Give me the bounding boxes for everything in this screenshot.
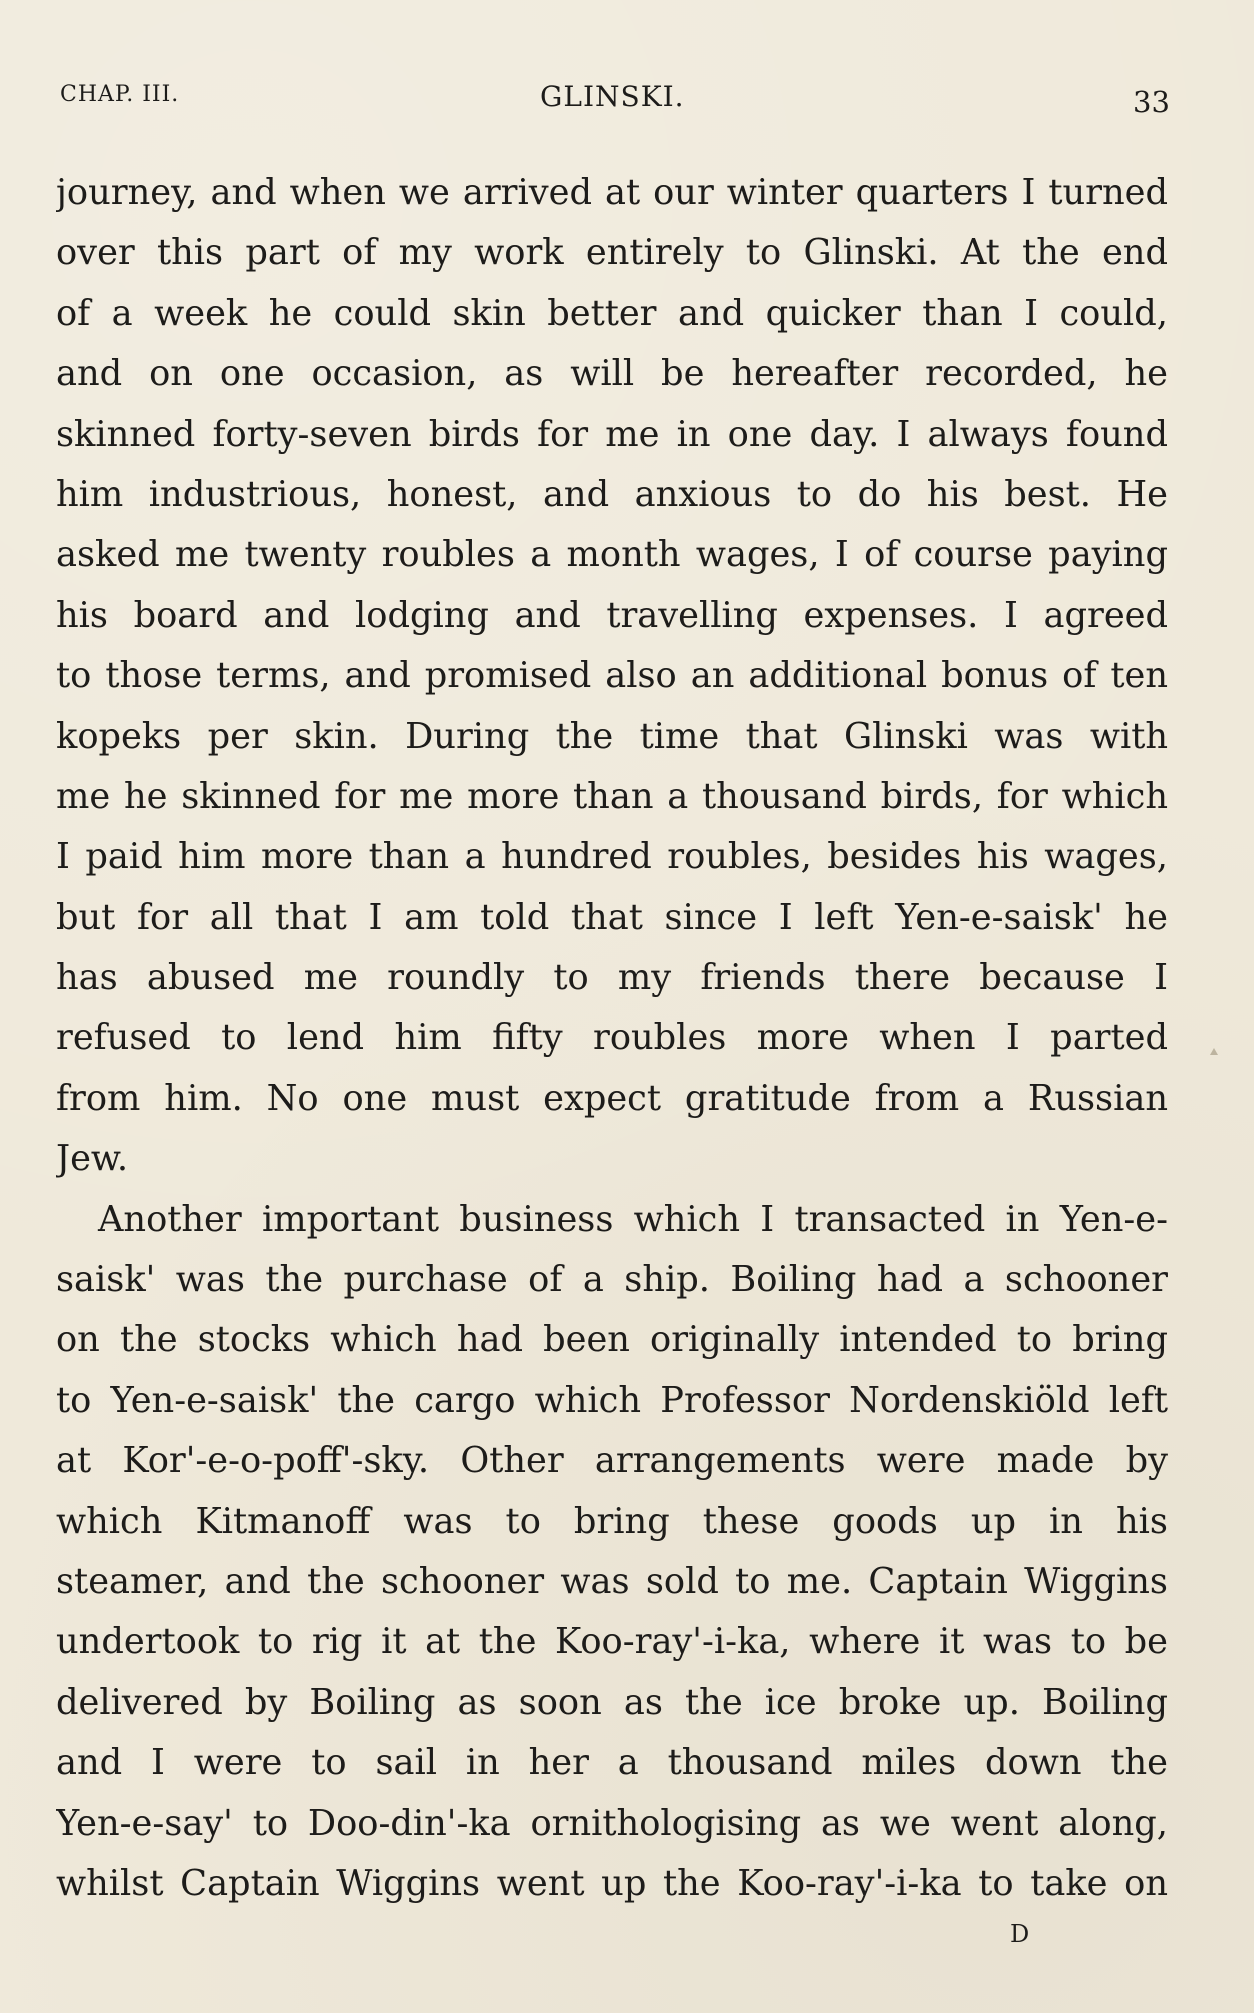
text-line: me he skinned for me more than a thousand birds, for which: [56, 775, 1168, 817]
text-line: but for all that I am told that since I left Yen-e-saisk' he: [56, 896, 1168, 938]
text-line: which Kitmanoff was to bring these goods up in his: [56, 1500, 1168, 1542]
text-line: kopeks per skin. During the time that Glinski was with: [56, 715, 1168, 757]
text-line: saisk' was the purchase of a ship. Boiling had a schooner: [56, 1259, 1168, 1301]
body-text: [56, 163, 1168, 1914]
paragraph-start-line: Another important business which I transacted in Yen-e-: [98, 1198, 1168, 1240]
text-line: to Yen-e-saisk' the cargo which Professor Nordenskiöld left: [56, 1379, 1168, 1421]
text-line: steamer, and the schooner was sold to me. Captain Wiggins: [56, 1560, 1168, 1602]
signature-mark: D: [1010, 1920, 1031, 1948]
text-line: has abused me roundly to my friends there because I: [56, 957, 1168, 999]
text-line: over this part of my work entirely to Glinski. At the end: [56, 232, 1168, 274]
text-line: journey, and when we arrived at our winter quarters I turned: [56, 172, 1168, 213]
running-title: GLINSKI.: [540, 80, 685, 113]
chapter-label: CHAP. III.: [60, 82, 180, 107]
text-line: undertook to rig it at the Koo-ray'-i-ka, where it was to be: [56, 1621, 1168, 1663]
text-line: Jew.: [56, 1138, 129, 1180]
text-line: on the stocks which had been originally intended to bring: [56, 1319, 1168, 1361]
text-line: and on one occasion, as will be hereafter recorded, he: [56, 353, 1168, 395]
text-line: of a week he could skin better and quicker than I could,: [56, 292, 1168, 334]
margin-mark: [1210, 1048, 1218, 1055]
text-line: I paid him more than a hundred roubles, besides his wages,: [56, 836, 1168, 878]
text-line: his board and lodging and travelling expenses. I agreed: [56, 594, 1168, 636]
text-line: asked me twenty roubles a month wages, I of course paying: [56, 534, 1168, 576]
text-line: refused to lend him fifty roubles more when I parted: [56, 1017, 1168, 1059]
text-line: delivered by Boiling as soon as the ice broke up. Boiling: [56, 1681, 1168, 1723]
text-line: and I were to sail in her a thousand miles down the: [56, 1742, 1168, 1784]
text-line: from him. No one must expect gratitude from a Russian: [56, 1077, 1168, 1119]
page-header: [0, 78, 1254, 120]
text-line: skinned forty-seven birds for me in one day. I always found: [56, 413, 1168, 455]
text-line: Yen-e-say' to Doo-din'-ka ornithologising as we went along,: [56, 1802, 1168, 1844]
text-line: him industrious, honest, and anxious to do his best. He: [56, 473, 1168, 515]
text-line: at Kor'-e-o-poff'-sky. Other arrangements were made by: [56, 1440, 1168, 1482]
text-line: to those terms, and promised also an additional bonus of ten: [56, 655, 1168, 697]
page-number: 33: [1133, 85, 1170, 119]
text-line: whilst Captain Wiggins went up the Koo-ray'-i-ka to take on: [56, 1862, 1168, 1904]
